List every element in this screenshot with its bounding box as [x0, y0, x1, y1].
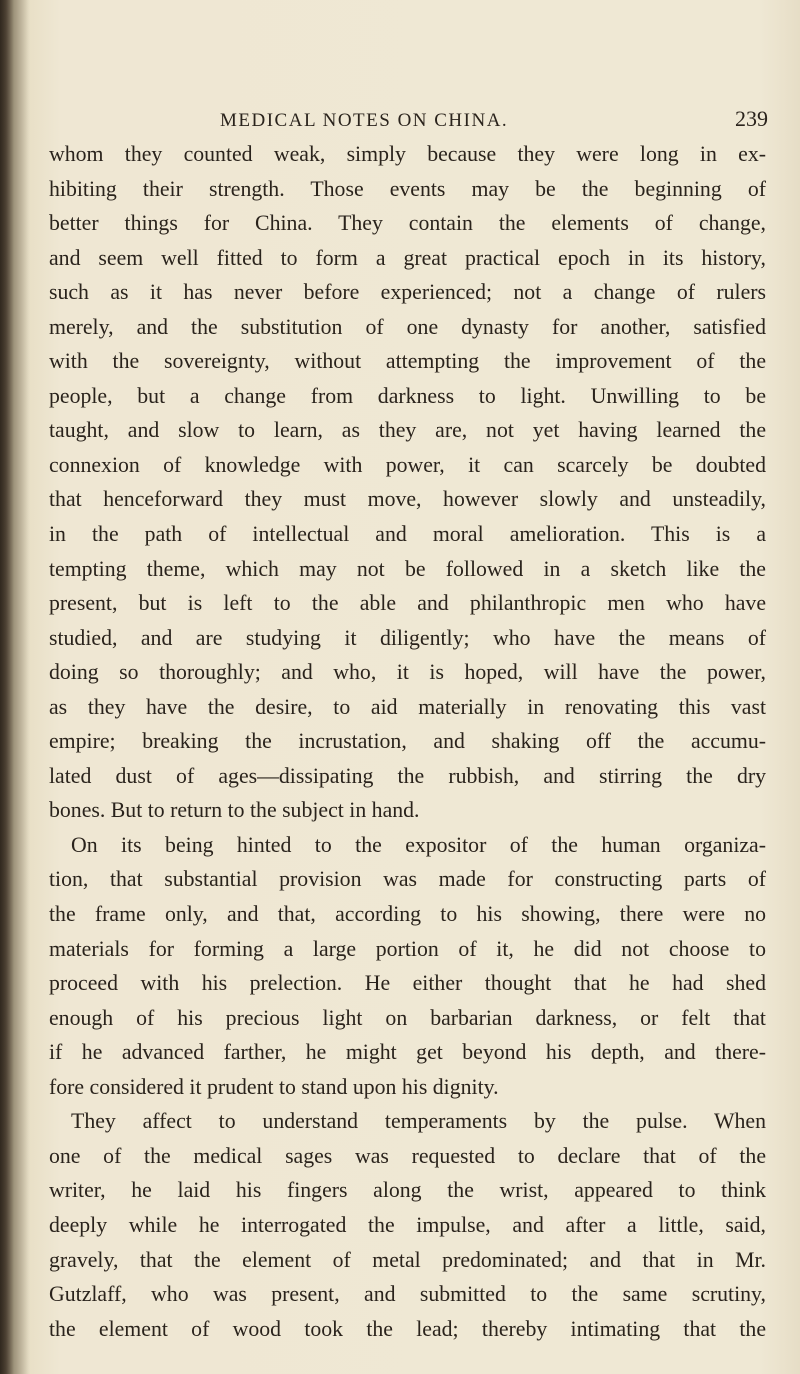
text-line: such as it has never before experienced; not a change of rulers: [49, 280, 766, 305]
text-line: present, but is left to the able and philanthropic men who have: [49, 591, 766, 616]
text-line: gravely, that the element of metal predominated; and that in Mr.: [49, 1247, 766, 1272]
text-line: the element of wood took the lead; thereby intimating that the: [49, 1316, 766, 1341]
text-line: whom they counted weak, simply because they were long in ex-: [49, 142, 766, 166]
page-header: [0, 106, 800, 140]
text-line: bones. But to return to the subject in hand.: [49, 798, 420, 823]
binding-gutter-shadow: [0, 0, 30, 1374]
running-head: MEDICAL NOTES ON CHINA.: [220, 110, 509, 131]
text-line: Gutzlaff, who was present, and submitted to the same scrutiny,: [49, 1282, 766, 1307]
text-line: writer, he laid his fingers along the wrist, appeared to think: [49, 1178, 766, 1203]
text-line: fore considered it prudent to stand upon his dignity.: [49, 1074, 499, 1099]
text-line: On its being hinted to the expositor of the human organiza-: [71, 832, 766, 857]
text-line: doing so thoroughly; and who, it is hoped, will have the power,: [49, 660, 766, 685]
text-line: one of the medical sages was requested to declare that of the: [49, 1143, 766, 1168]
text-line: and seem well fitted to form a great practical epoch in its history,: [49, 245, 766, 270]
text-line: if he advanced farther, he might get beyond his depth, and there-: [49, 1040, 766, 1065]
text-line: They affect to understand temperaments by the pulse. When: [71, 1109, 766, 1134]
text-line: proceed with his prelection. He either thought that he had shed: [49, 971, 766, 996]
text-line: empire; breaking the incrustation, and shaking off the accumu-: [49, 729, 766, 754]
text-line: in the path of intellectual and moral amelioration. This is a: [49, 522, 766, 547]
text-line: materials for forming a large portion of it, he did not choose to: [49, 936, 766, 961]
text-line: taught, and slow to learn, as they are, not yet having learned the: [49, 418, 766, 443]
text-line: tion, that substantial provision was made for constructing parts of: [49, 867, 766, 892]
text-line: as they have the desire, to aid materially in renovating this vast: [49, 694, 766, 719]
text-line: deeply while he interrogated the impulse, and after a little, said,: [49, 1212, 766, 1237]
text-line: with the sovereignty, without attempting the improvement of the: [49, 349, 766, 374]
text-line: tempting theme, which may not be followed in a sketch like the: [49, 556, 766, 581]
text-line: lated dust of ages—dissipating the rubbish, and stirring the dry: [49, 763, 766, 788]
text-line: people, but a change from darkness to light. Unwilling to be: [49, 383, 766, 408]
text-line: the frame only, and that, according to his showing, there were no: [49, 902, 766, 927]
text-line: connexion of knowledge with power, it can scarcely be doubted: [49, 452, 766, 477]
text-line: enough of his precious light on barbarian darkness, or felt that: [49, 1005, 766, 1030]
body-text: [49, 137, 766, 1346]
text-line: better things for China. They contain the elements of change,: [49, 211, 766, 236]
text-line: merely, and the substitution of one dynasty for another, satisfied: [49, 314, 766, 339]
text-line: hibiting their strength. Those events may be the beginning of: [49, 176, 766, 201]
text-line: studied, and are studying it diligently; who have the means of: [49, 625, 766, 650]
page-number: 239: [735, 106, 768, 131]
text-line: that henceforward they must move, however slowly and unsteadily,: [49, 487, 766, 512]
